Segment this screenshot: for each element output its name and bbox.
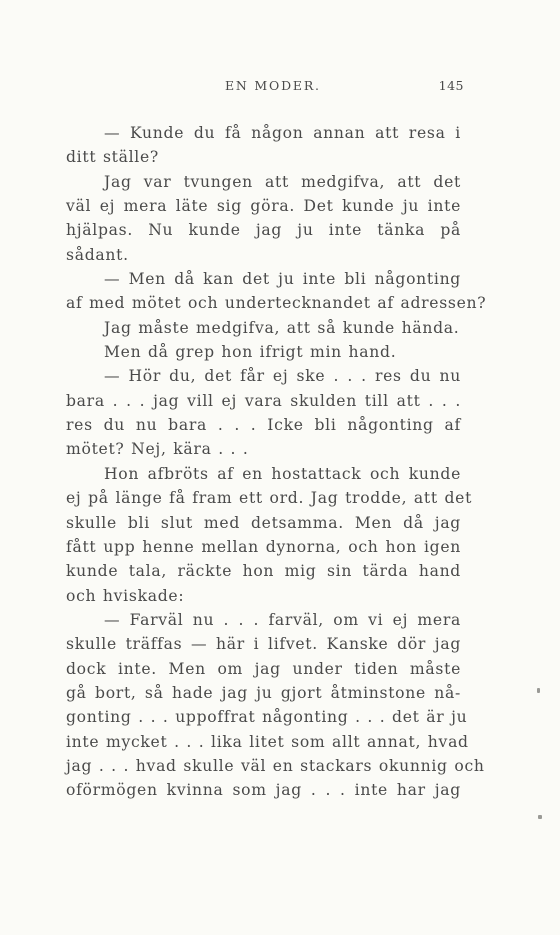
text-line: Jag måste medgifva, att så kunde hända. <box>104 318 460 337</box>
text-line: kunde tala, räckte hon mig sin tärda hand <box>66 562 461 581</box>
text-line: — Hör du, det får ej ske . . . res du nu <box>104 367 461 386</box>
text-line: sådant. <box>66 245 129 264</box>
text-line: af med mötet och undertecknandet af adressen? <box>66 294 487 313</box>
text-line: Hon afbröts af en hostattack och kunde <box>104 464 461 483</box>
text-line: skulle bli slut med detsamma. Men då jag <box>66 513 461 532</box>
text-line: dock inte. Men om jag under tiden måste <box>66 659 461 678</box>
text-line: väl ej mera läte sig göra. Det kunde ju inte <box>66 197 461 216</box>
text-line: — Men då kan det ju inte bli någonting <box>104 270 461 289</box>
text-line: skulle träffas — här i lifvet. Kanske dör jag <box>66 635 461 654</box>
text-line: jag . . . hvad skulle väl en stackars okunnig och <box>66 756 485 775</box>
text-line: — Kunde du få någon annan att resa i <box>104 124 461 142</box>
paper-speck <box>538 815 542 819</box>
running-title: EN MODER. <box>225 78 321 93</box>
page-header <box>60 78 464 98</box>
text-line: Jag var tvungen att medgifva, att det <box>104 172 461 191</box>
text-line: hjälpas. Nu kunde jag ju inte tänka på <box>66 221 461 240</box>
page-number: 145 <box>438 78 464 93</box>
text-line: res du nu bara . . . Icke bli någonting af <box>66 416 461 435</box>
body-text <box>66 121 487 803</box>
text-line: bara . . . jag vill ej vara skulden till att . . . <box>66 391 461 410</box>
text-line: ej på länge få fram ett ord. Jag trodde, att det <box>66 489 473 508</box>
text-line: oförmögen kvinna som jag . . . inte har jag <box>66 781 461 800</box>
text-line: Men då grep hon ifrigt min hand. <box>104 343 397 362</box>
paper-speck <box>537 688 540 693</box>
text-line: gå bort, så hade jag ju gjort åtminstone nå- <box>66 683 461 702</box>
text-line: gonting . . . uppoffrat någonting . . . det är ju <box>66 708 468 727</box>
text-line: och hviskade: <box>66 586 185 605</box>
text-line: fått upp henne mellan dynorna, och hon igen <box>66 537 461 556</box>
text-line: mötet? Nej, kära . . . <box>66 440 249 459</box>
text-line: inte mycket . . . lika litet som allt annat, hvad <box>66 732 469 751</box>
text-line: ditt ställe? <box>66 148 159 167</box>
text-line: — Farväl nu . . . farväl, om vi ej mera <box>104 610 461 629</box>
